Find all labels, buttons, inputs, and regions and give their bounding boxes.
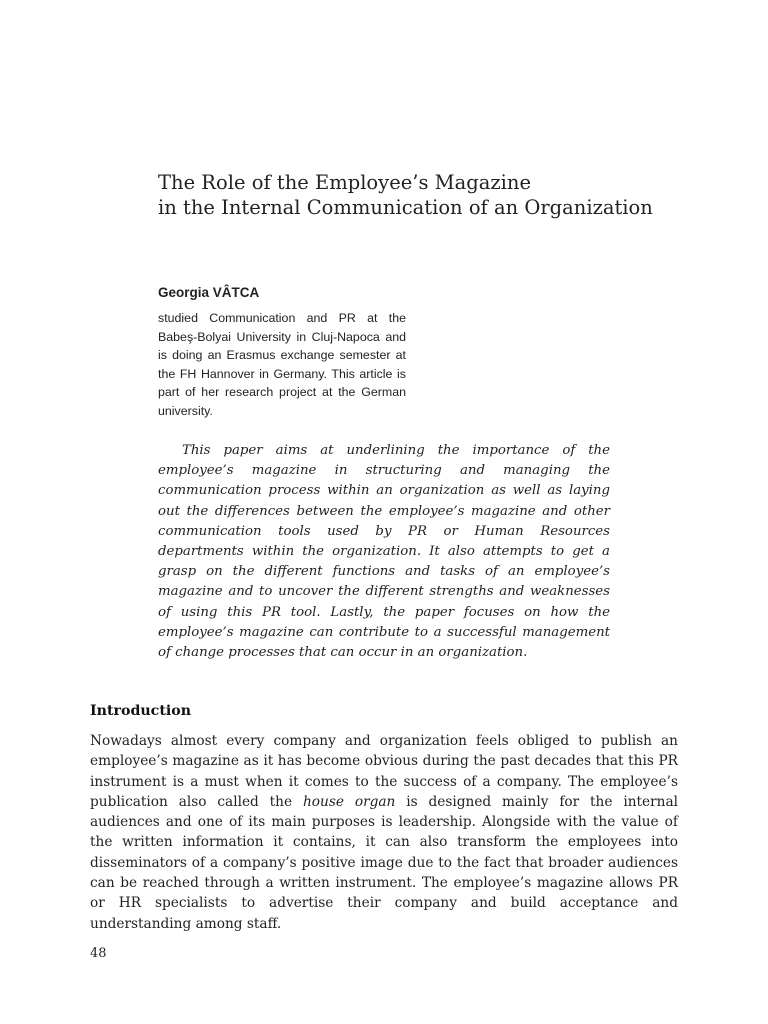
abstract: This paper aims at underlining the importance of the employee’s magazine in structuring and managing the communication process within an organization as well as laying out the differences between the employee’s magazine and other communication tools used by PR or Human Resources departments within the organization. It also attempts to get a grasp on the different functions and tasks of an employee’s magazine and to uncover the different strengths and weaknesses of using this PR tool. Lastly, the paper focuses on how the employee’s magazine can contribute to a successful management of change processes that can occur in an organization. bbox=[158, 443, 610, 661]
introduction-text-part-1: Nowadays almost every company and organization feels obliged to publish an employee’s magazine as it has become obvious during the past decades that this PR instrument is a must when it comes to the success of a company. The employee’s publication also called the bbox=[90, 733, 678, 810]
article-title-line-1: The Role of the Employee’s Magazine bbox=[158, 171, 531, 194]
section-heading-introduction: Introduction bbox=[90, 703, 192, 719]
introduction-paragraph bbox=[90, 731, 678, 934]
introduction-italic-term: house organ bbox=[302, 793, 396, 810]
page-number: 48 bbox=[90, 946, 107, 961]
introduction-text-part-2: is designed mainly for the internal audiences and one of its main purposes is leadership. Alongside with the value of the written information it contains, it can also transform the employees into disseminators of a company’s positive image due to the fact that broader audiences can be reached through a written instrument. The employee’s magazine allows PR or HR specialists to advertise their company and build acceptance and understanding among staff. bbox=[90, 793, 679, 932]
author-bio: studied Communication and PR at the Babeş-Bolyai University in Cluj-Napoca and is doing an Erasmus exchange semester at the FH Hannover in Germany. This article is part of her research project at the German university. bbox=[158, 311, 406, 418]
article-title-line-2: in the Internal Communication of an Organization bbox=[158, 196, 653, 219]
article-title bbox=[158, 170, 718, 220]
author-name: Georgia VÂTCA bbox=[158, 285, 260, 300]
